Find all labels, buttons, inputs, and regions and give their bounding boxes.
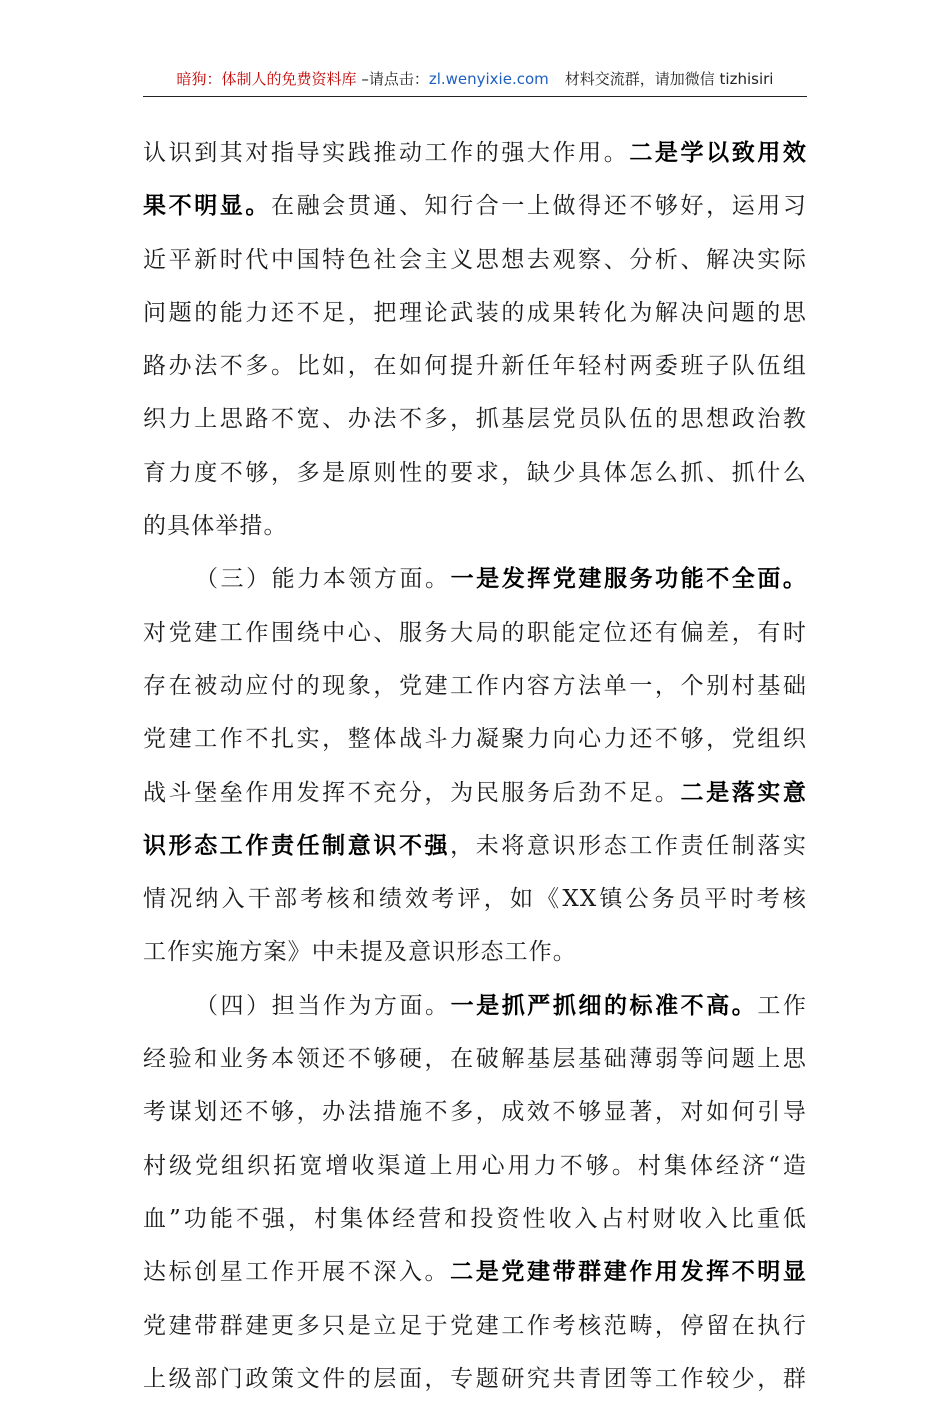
bold-text-segment: 果不明显。 [143, 193, 271, 220]
text-line [143, 713, 807, 766]
text-segment: 路办法不多。比如，在如何提升新任年轻村两委班子队伍组 [143, 353, 807, 380]
text-segment: 工作 [757, 992, 807, 1019]
text-line [143, 1140, 807, 1193]
text-segment: 认识到其对指导实践推动工作的强大作用。 [143, 140, 630, 166]
text-segment: 村级党组织拓宽增收渠道上用心用力不够。村集体经济“造 [143, 1152, 807, 1179]
header-link[interactable]: zl.wenyixie.com [428, 70, 549, 88]
header-prompt: –请点击： [356, 70, 429, 88]
text-line [143, 340, 807, 393]
text-segment: 问题的能力还不足，把理论武装的成果转化为解决问题的思 [143, 299, 807, 326]
bold-text-segment: 识形态工作责任制意识不强 [143, 832, 451, 859]
text-segment: 织力上思路不宽、办法不多，抓基层党员队伍的思想政治教 [143, 406, 807, 433]
text-segment: 对党建工作围绕中心、服务大局的职能定位还有偏差，有时 [143, 619, 807, 646]
text-line [143, 1033, 807, 1086]
text-line [143, 1246, 807, 1299]
text-segment: 情况纳入干部考核和绩效考评，如《XX镇公务员平时考核 [143, 886, 807, 913]
text-segment: （三）能力本领方面。 [195, 566, 451, 593]
text-segment: 存在被动应付的现象，党建工作内容方法单一，个别村基础 [143, 672, 807, 699]
text-line [143, 980, 807, 1033]
text-line [143, 180, 807, 233]
text-line [143, 553, 807, 606]
text-line [143, 607, 807, 660]
bold-text-segment: 一是抓严抓细的标准不高。 [450, 992, 758, 1019]
text-line [143, 820, 807, 873]
text-segment: 战斗堡垒作用发挥不充分，为民服务后劲不足。 [143, 779, 681, 806]
text-segment: 考谋划还不够，办法措施不多，成效不够显著，对如何引导 [143, 1099, 807, 1126]
text-line [143, 926, 807, 979]
text-line [143, 1353, 807, 1406]
page-header [143, 62, 807, 97]
bold-text-segment: 一是发挥党建服务功能不全面。 [450, 566, 807, 593]
bold-text-segment: 二是落实意 [680, 779, 807, 806]
text-line [143, 1086, 807, 1139]
text-segment: 党建工作不扎实，整体战斗力凝聚力向心力还不够，党组织 [143, 726, 807, 753]
header-wechat-note: 材料交流群，请加微信 tizhisiri [564, 70, 774, 88]
text-segment: 党建带群建更多只是立足于党建工作考核范畴，停留在执行 [143, 1312, 807, 1339]
text-segment: 近平新时代中国特色社会主义思想去观察、分析、解决实际 [143, 246, 807, 273]
text-line [143, 1193, 807, 1246]
text-line [143, 873, 807, 926]
text-segment: ，未将意识形态工作责任制落实 [450, 832, 807, 859]
text-line [143, 447, 807, 500]
text-segment: （四）担当作为方面。 [195, 992, 451, 1019]
text-line [143, 127, 807, 180]
text-segment: 经验和业务本领还不够硬，在破解基层基础薄弱等问题上思 [143, 1046, 807, 1073]
text-segment: 的具体举措。 [143, 513, 288, 540]
text-segment: 育力度不够，多是原则性的要求，缺少具体怎么抓、抓什么 [143, 459, 807, 486]
text-line [143, 234, 807, 287]
document-body [143, 127, 807, 1406]
text-segment: 在融会贯通、知行合一上做得还不够好，运用习 [270, 193, 807, 220]
text-line [143, 287, 807, 340]
text-line [143, 660, 807, 713]
bold-text-segment: 二是学以致用效 [629, 140, 807, 166]
text-segment: 工作实施方案》中未提及意识形态工作。 [143, 939, 577, 966]
header-brand: 暗狗：体制人的免费资料库 [176, 70, 357, 88]
text-segment: 达标创星工作开展不深入。 [143, 1259, 451, 1286]
text-segment: 上级部门政策文件的层面，专题研究共青团等工作较少，群 [143, 1365, 807, 1392]
text-segment: 血”功能不强，村集体经营和投资性收入占村财收入比重低 [143, 1205, 807, 1232]
text-line [143, 767, 807, 820]
text-line [143, 393, 807, 446]
bold-text-segment: 二是党建带群建作用发挥不明显 [450, 1259, 807, 1286]
text-line [143, 1300, 807, 1353]
text-line [143, 500, 807, 553]
